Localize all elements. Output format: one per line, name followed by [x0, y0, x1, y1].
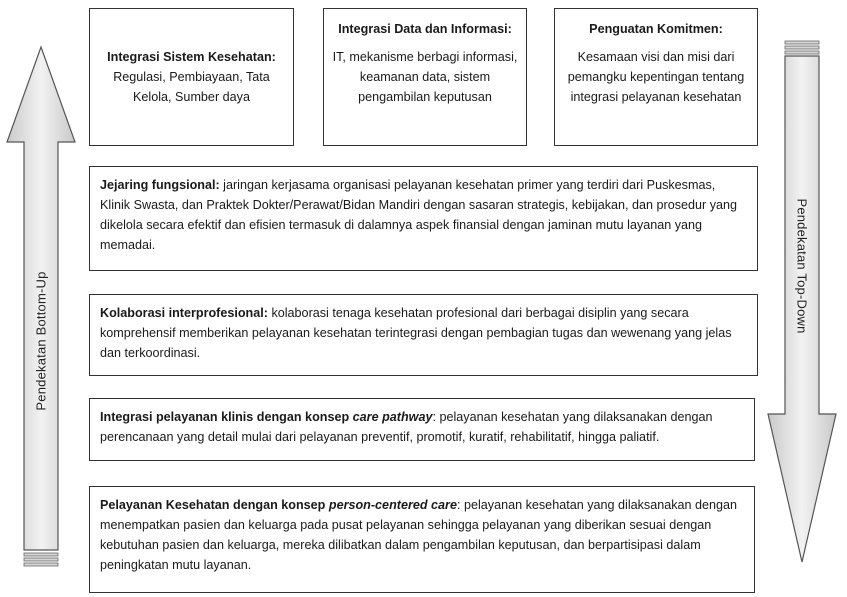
level-title: Kolaborasi interprofesional:: [100, 306, 268, 320]
level-title: Pelayanan Kesehatan dengan konsep person-centered care: [100, 498, 457, 512]
level-title: Integrasi pelayanan klinis dengan konsep care pathway: [100, 410, 433, 424]
box-body: Regulasi, Pembiayaan, Tata Kelola, Sumber daya: [113, 70, 270, 104]
level-body: jaringan kerjasama organisasi pelayanan kesehatan primer yang terdiri dari Puskesmas, Klinik Swasta, dan Praktek Dokter/Perawat/Bidan Mandiri dengan sasaran strategis, kebijakan, dan prosedur yang dikelola secara efektif dan efisien termasuk di dalamnya aspek finansial dengan jaminan mutu layanan yang memadai.: [100, 178, 738, 252]
functional-network-box: [89, 166, 758, 271]
level-body: kolaborasi tenaga kesehatan profesional dari berbagai disiplin yang secara komprehensif memberikan pelayanan kesehatan terintegrasi dengan pembagian tugas dan wewenang yang jelas dan terkoordinasi.: [100, 306, 732, 360]
level-title: Jejaring fungsional:: [100, 178, 220, 192]
data-information-integration-box: [323, 8, 527, 146]
box-body: IT, mekanisme berbagi informasi, keamanan data, sistem pengambilan keputusan: [332, 50, 518, 104]
commitment-strengthening-box: [554, 8, 758, 146]
box-body: Kesamaan visi dan misi dari pemangku kepentingan tentang integrasi pelayanan kesehatan: [567, 50, 745, 104]
level-body: : pelayanan kesehatan yang dilaksanakan dengan perencanaan yang detail mulai dari pelayanan preventif, promotif, kuratif, rehabilitatif, hingga paliatif.: [100, 410, 713, 444]
interprofessional-collaboration-box: [89, 294, 758, 376]
care-pathway-box: [89, 398, 755, 461]
box-title: Integrasi Data dan Informasi:: [338, 22, 512, 36]
person-centered-care-box: [89, 486, 755, 593]
box-title: Penguatan Komitmen:: [589, 22, 723, 36]
top-down-label: Pendekatan Top-Down: [794, 198, 810, 334]
box-title: Integrasi Sistem Kesehatan:: [107, 50, 276, 64]
health-system-integration-box: [89, 8, 294, 146]
level-body: : pelayanan kesehatan yang dilaksanakan dengan menempatkan pasien dan keluarga pada pusat pelayanan sehingga pelayanan yang diberikan sesuai dengan kebutuhan pasien dan keluarga, mereka dilibatkan dalam pengambilan keputusan, dan berpartisipasi dalam peningkatan mutu layanan.: [100, 498, 738, 572]
bottom-up-label: Pendekatan Bottom-Up: [33, 271, 49, 411]
